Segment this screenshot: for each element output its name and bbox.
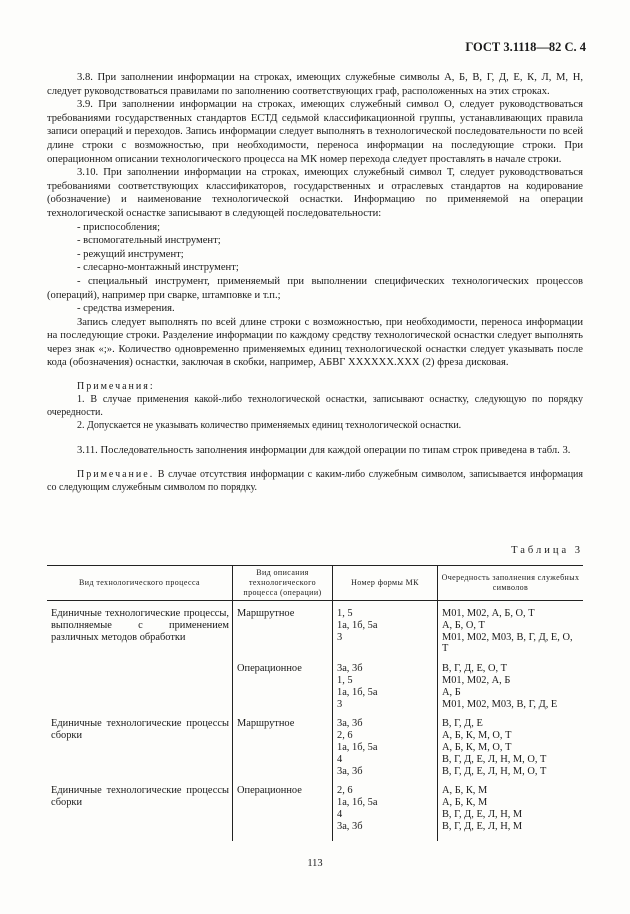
- list-item: - слесарно-монтажный инструмент;: [77, 262, 239, 274]
- form-number: 1а, 1б, 5а: [337, 619, 378, 631]
- symbol-sequence: М01, М02, М03, В, Г, Д, Е: [442, 698, 558, 710]
- list-item: - режущий инструмент;: [77, 248, 184, 260]
- symbol-sequence: М01, М02, М03, В, Г, Д, Е, О, Т: [442, 631, 573, 655]
- symbol-sequence: М01, М02, А, Б: [442, 674, 511, 686]
- page-number: 113: [307, 858, 323, 869]
- symbol-sequence: М01, М02, А, Б, О, Т: [442, 608, 535, 619]
- cell-description: Маршрутное: [233, 601, 333, 664]
- form-number: 3: [337, 698, 343, 710]
- table-header-row: [47, 566, 583, 601]
- form-number: 1а, 1б, 5а: [337, 686, 378, 698]
- symbol-sequence: В, Г, Д, Е, Л, Н, М, О, Т: [442, 765, 547, 777]
- form-number: 2, 6: [337, 730, 353, 742]
- form-number: 3а, 3б: [337, 663, 363, 675]
- symbol-sequence: В, Г, Д, Е, Л, Н, М, О, Т: [442, 753, 547, 765]
- symbol-sequence: А, Б, К, М: [442, 785, 488, 797]
- notes-title: Примечания:: [77, 381, 155, 393]
- cell-process: Единичные технологические процессы, выполняемые с применением различных методов обработки: [51, 608, 229, 643]
- cell-description: Маршрутное: [233, 718, 333, 785]
- symbol-sequence: В, Г, Д, Е: [442, 718, 483, 730]
- cell-forms: [333, 663, 438, 718]
- header-process-type: Вид технологического процесса: [47, 566, 233, 601]
- form-number: 3а, 3б: [337, 765, 363, 777]
- form-number: 1а, 1б, 5а: [337, 797, 378, 809]
- symbol-sequence: А, Б, К, М, О, Т: [442, 741, 512, 753]
- paragraph-3-11: 3.11. Последовательность заполнения информации для каждой операции по типам строк приведена в табл. 3.: [77, 445, 571, 457]
- symbol-sequence: В, Г, Д, Е, Л, Н, М: [442, 820, 523, 832]
- table-caption: Таблица 3: [511, 545, 583, 556]
- note-block-2: [47, 468, 583, 494]
- form-number: 1, 5: [337, 674, 353, 686]
- cell-process: Единичные технологические процессы сборки: [51, 718, 229, 742]
- form-number: 1а, 1б, 5а: [337, 741, 378, 753]
- note2-label: Примечание.: [77, 468, 155, 480]
- header-form-number: Номер формы МК: [333, 566, 438, 601]
- cell-description: Операционное: [233, 785, 333, 840]
- cell-forms: [333, 718, 438, 785]
- note-2: 2. Допускается не указывать количество применяемых единиц технологической оснастки.: [77, 420, 462, 432]
- cell-sequence: [438, 663, 584, 718]
- cell-sequence: [438, 785, 584, 840]
- header-symbol-order: Очередность заполнения служебных символов: [438, 566, 584, 601]
- body-text: [47, 71, 583, 494]
- paragraph-3-8: 3.8. При заполнении информации на строках, имеющих служебные символы А, Б, В, Г, Д, Е, К, Л, М, Н, следует руководствоваться правилами по заполнению соответствующих граф, расположенных на этих строках.: [47, 72, 583, 97]
- form-number: 2, 6: [337, 785, 353, 797]
- table-row: [47, 601, 583, 664]
- form-number: 4: [337, 808, 343, 820]
- table-row: [47, 785, 583, 840]
- list-item: - специальный инструмент, применяемый при выполнении специфических технологических процессов (операций), например при сварке, штамповке и т.п.;: [47, 275, 583, 301]
- page-header: ГОСТ 3.1118—82 С. 4: [465, 40, 586, 54]
- cell-process: Единичные технологические процессы сборки: [51, 785, 229, 809]
- table-3: [47, 565, 583, 841]
- cell-sequence: [438, 718, 584, 785]
- form-number: 4: [337, 753, 343, 765]
- paragraph-3-10: 3.10. При заполнении информации на строках, имеющих служебный символ Т, следует руководствоваться требованиями соответствующих классификаторов, государственных и отраслевых стандартов на кодирование (обозначение) и наименование технологической оснастки. Информацию по применяемой на операции технологической оснастке записывают в следующей последовательности:: [47, 167, 583, 219]
- form-number: 3: [337, 631, 343, 643]
- tooling-list: [47, 221, 583, 316]
- form-number: 3а, 3б: [337, 718, 363, 730]
- symbol-sequence: А, Б: [442, 686, 461, 698]
- list-item: - средства измерения.: [77, 303, 175, 315]
- header-description-type: Вид описания технологического процесса (операции): [233, 566, 333, 601]
- table-row: [47, 663, 583, 718]
- form-number: 3а, 3б: [337, 820, 363, 832]
- cell-description: Операционное: [233, 663, 333, 718]
- cell-forms: [333, 601, 438, 664]
- list-item: - вспомогательный инструмент;: [77, 235, 221, 247]
- symbol-sequence: В, Г, Д, Е, Л, Н, М: [442, 808, 523, 820]
- symbol-sequence: В, Г, Д, Е, О, Т: [442, 663, 508, 675]
- symbol-sequence: А, Б, О, Т: [442, 619, 485, 631]
- form-number: 1, 5: [337, 608, 353, 619]
- note2-text: В случае отсутствия информации с каким-либо служебным символом, записывается информация со следующим служебным символом по порядку.: [47, 468, 583, 493]
- note-1: 1. В случае применения какой-либо технологической оснастки, записывают оснастку, следующую по порядку очередности.: [47, 394, 583, 419]
- symbol-sequence: А, Б, К, М, О, Т: [442, 730, 512, 742]
- cell-process: [47, 663, 233, 718]
- symbol-sequence: А, Б, К, М: [442, 797, 488, 809]
- notes-block: [47, 380, 583, 432]
- paragraph-record: Запись следует выполнять по всей длине строки с возможностью, при необходимости, переноса информации на последующие строки. Разделение информации по каждому средству технологической оснастки следует выполнять через знак «;». Количество одновременно применяемых единиц технологической оснастки следует указывать после кода (обозначения) оснастки, заключая в скобки, например, АБВГ XXXXXX.XXX (2) фреза дисковая.: [47, 316, 583, 369]
- paragraph-3-9: 3.9. При заполнении информации на строках, имеющих служебный символ О, следует руководствоваться требованиями государственных стандартов ЕСТД седьмой классификационной группы, устанавливающих правила записи операций и переходов. Запись информации следует выполнять в технологической последовательности по всей длине строки с возможностью, при необходимости, переноса информации на последующие строки. При операционном описании технологического процесса на МК номер перехода следует проставлять в начале строки.: [47, 99, 583, 165]
- cell-sequence: [438, 601, 584, 664]
- list-item: - приспособления;: [77, 221, 161, 233]
- table-row: [47, 718, 583, 785]
- cell-forms: [333, 785, 438, 840]
